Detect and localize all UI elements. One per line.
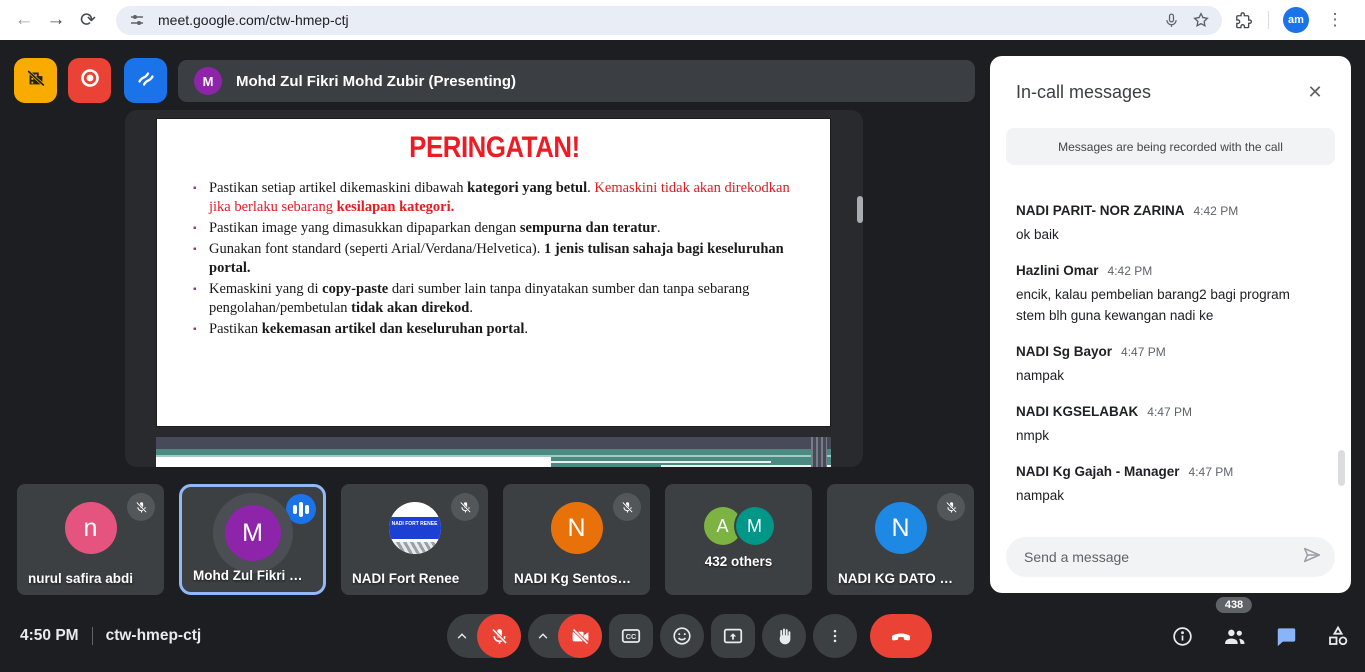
- chat-message-list: [1016, 202, 1316, 523]
- companion-warning-button[interactable]: [14, 58, 57, 103]
- sender-name: NADI KGSELABAK: [1016, 404, 1139, 419]
- next-slide-preview: [156, 437, 831, 467]
- participant-name: NADI Kg Sentos…: [514, 571, 632, 586]
- slide-bullet: [187, 320, 802, 339]
- chat-message-header: [1016, 343, 1316, 361]
- back-icon[interactable]: ←: [14, 9, 34, 30]
- avatar: N: [875, 502, 927, 554]
- svg-text:CC: CC: [625, 632, 637, 642]
- bookmark-star-icon[interactable]: [1190, 9, 1212, 31]
- annotation-button[interactable]: [124, 58, 167, 103]
- mic-off-icon: [451, 493, 479, 521]
- slide-bullet-list: [187, 179, 802, 339]
- camera-control-group: [528, 614, 602, 658]
- chat-message-header: [1016, 262, 1316, 280]
- slide-bullet: [187, 240, 802, 278]
- message-time: 4:47 PM: [1188, 465, 1234, 479]
- slide-text-segment: tidak akan direkod: [351, 300, 470, 316]
- participant-filmstrip: [17, 484, 974, 595]
- extensions-icon[interactable]: [1232, 9, 1254, 31]
- mic-off-icon: [127, 493, 155, 521]
- slide-text-segment: .: [656, 220, 661, 236]
- message-text: ok baik: [1016, 227, 1059, 242]
- message-time: 4:42 PM: [1193, 204, 1239, 218]
- bullet-marker-icon: ▪: [193, 284, 197, 295]
- chat-message-header: [1016, 463, 1316, 481]
- building-off-icon: [25, 67, 47, 94]
- end-call-button[interactable]: [870, 614, 932, 658]
- bullet-marker-icon: ▪: [193, 244, 197, 255]
- profile-avatar[interactable]: am: [1283, 7, 1309, 33]
- clock-text: 4:50 PM: [20, 627, 79, 644]
- more-options-button[interactable]: [813, 614, 857, 658]
- participant-name: nurul safira abdi: [28, 571, 134, 586]
- next-slide-line: [661, 465, 831, 467]
- slide-text-segment: copy-paste: [322, 281, 389, 297]
- captions-button[interactable]: [609, 614, 653, 658]
- chat-message-header: [1016, 403, 1316, 421]
- forward-icon[interactable]: →: [46, 9, 66, 30]
- slide-text-segment: .: [524, 321, 529, 337]
- activities-button[interactable]: [1325, 623, 1351, 649]
- slide-text-segment: kesilapan kategori.: [336, 199, 455, 215]
- logo-band: NADI FORT RENEE: [389, 517, 441, 539]
- participant-tile[interactable]: [503, 484, 650, 595]
- address-bar[interactable]: [116, 6, 1222, 35]
- record-icon: [78, 66, 102, 95]
- slide-bullet: [187, 179, 802, 217]
- reactions-button[interactable]: [660, 614, 704, 658]
- message-text: encik, kalau pembelian barang2 bagi program stem blh guna kewangan nadi ke: [1016, 287, 1290, 323]
- avatar: M: [736, 507, 774, 545]
- message-text: nmpk: [1016, 428, 1050, 443]
- mic-off-button[interactable]: [477, 614, 521, 658]
- recording-notice: Messages are being recorded with the call: [1006, 128, 1335, 165]
- slide-bullet: [187, 280, 802, 318]
- slide-text-segment: Pastikan: [209, 321, 262, 337]
- sender-name: NADI PARIT- NOR ZARINA: [1016, 203, 1185, 218]
- slide-text-segment: dari sumber lain tanpa dinyatakan sumber dan tanpa sebarang pengolahan/pembetulan: [209, 281, 750, 316]
- site-settings-icon[interactable]: [126, 9, 148, 31]
- presentation-stage[interactable]: [125, 110, 863, 467]
- chat-panel-title: In-call messages: [1016, 81, 1152, 102]
- chat-scrollbar[interactable]: [1338, 450, 1345, 486]
- mic-off-icon: [937, 493, 965, 521]
- bullet-marker-icon: ▪: [193, 183, 197, 194]
- mic-control-group: [447, 614, 521, 658]
- presenter-banner[interactable]: [178, 60, 975, 102]
- participants-button[interactable]: [1221, 599, 1247, 649]
- others-count-label: 432 others: [704, 554, 773, 569]
- slide-text-segment: .: [469, 300, 473, 316]
- participant-name: NADI KG DATO …: [838, 571, 954, 586]
- mic-off-icon: [613, 493, 641, 521]
- message-time: 4:47 PM: [1121, 345, 1166, 359]
- avatar: [389, 502, 441, 554]
- chat-message: [1016, 463, 1316, 506]
- close-icon[interactable]: ✕: [1307, 81, 1323, 102]
- slide-text-segment: 1 jenis tulisan sahaja bagi keseluruhan portal.: [209, 241, 784, 276]
- avatar: n: [65, 502, 117, 554]
- slide-text-segment: kategori yang betul: [467, 180, 588, 196]
- participant-name: NADI Fort Renee: [352, 571, 460, 586]
- participant-tile[interactable]: [827, 484, 974, 595]
- slide-text-segment: kekemasan artikel dan keseluruhan portal: [261, 321, 525, 337]
- participant-tile[interactable]: [17, 484, 164, 595]
- slide-text-segment: Kemaskini yang di: [209, 281, 323, 297]
- slide-text-segment: Pastikan setiap artikel dikemaskini dibawah: [209, 180, 468, 196]
- browser-toolbar: [0, 0, 1365, 40]
- participants-count-badge: 438: [1216, 597, 1252, 613]
- meeting-code: ctw-hmep-ctj: [105, 627, 202, 644]
- slide-text-segment: .: [587, 180, 595, 196]
- logo-stripes: [389, 542, 441, 554]
- participant-tile[interactable]: [179, 484, 326, 595]
- avatar: M: [225, 505, 281, 561]
- sender-name: NADI Kg Gajah - Manager: [1016, 464, 1180, 479]
- browser-menu-icon[interactable]: ⋮: [1326, 10, 1344, 29]
- participant-name: Mohd Zul Fikri …: [193, 568, 303, 583]
- refresh-icon[interactable]: ⟳: [80, 9, 96, 31]
- next-slide-header-band: [156, 437, 831, 449]
- mic-permission-icon[interactable]: [1160, 9, 1182, 31]
- chat-message: [1016, 262, 1316, 326]
- participant-tile[interactable]: [341, 484, 488, 595]
- next-slide-bars: [811, 437, 827, 467]
- toolbar-divider: [1268, 11, 1269, 29]
- slide-text-segment: Gunakan font standard (seperti Arial/Verdana/Helvetica).: [209, 241, 544, 257]
- chat-message: [1016, 343, 1316, 386]
- message-time: 4:42 PM: [1107, 264, 1153, 278]
- presenter-avatar: M: [194, 67, 222, 95]
- avatar: N: [551, 502, 603, 554]
- raise-hand-button[interactable]: [762, 614, 806, 658]
- url-text[interactable]: meet.google.com/ctw-hmep-ctj: [158, 12, 349, 28]
- call-control-bar: [0, 600, 1365, 672]
- stage-scrollbar[interactable]: [857, 196, 863, 223]
- sender-name: Hazlini Omar: [1016, 263, 1099, 278]
- chat-message: [1016, 403, 1316, 446]
- send-icon[interactable]: [1301, 544, 1323, 571]
- recording-indicator-button[interactable]: [68, 58, 111, 103]
- sender-name: NADI Sg Bayor: [1016, 344, 1113, 359]
- slide: [156, 118, 831, 427]
- info-divider: [92, 627, 93, 645]
- bullet-marker-icon: ▪: [193, 324, 197, 335]
- slide-text-segment: Pastikan image yang dimasukkan dipaparkan dengan: [209, 220, 520, 236]
- presenter-name: Mohd Zul Fikri Mohd Zubir (Presenting): [236, 72, 516, 90]
- slide-bullet: [187, 219, 802, 238]
- group-avatars: [704, 507, 774, 545]
- slide-text-segment: Kemaskini tidak akan direkodkan jika berlaku sebarang: [209, 180, 790, 215]
- camera-off-button[interactable]: [558, 614, 602, 658]
- camera-options-chevron-icon[interactable]: [528, 629, 558, 643]
- chat-message: [1016, 202, 1316, 245]
- slide-text-segment: sempurna dan teratur: [519, 220, 657, 236]
- in-call-messages-panel: [990, 56, 1351, 593]
- message-text: nampak: [1016, 488, 1065, 503]
- message-text: nampak: [1016, 368, 1065, 383]
- chat-input-row: [1006, 537, 1335, 577]
- meeting-details-button[interactable]: [1169, 623, 1195, 649]
- chat-button[interactable]: [1273, 623, 1299, 649]
- scribble-pen-icon: [134, 66, 158, 95]
- chat-input[interactable]: [1024, 549, 1301, 565]
- present-screen-button[interactable]: [711, 614, 755, 658]
- slide-title: PERINGATAN!: [409, 131, 580, 164]
- speaking-indicator-icon: [286, 494, 316, 524]
- message-time: 4:47 PM: [1147, 405, 1192, 419]
- participant-tile[interactable]: [665, 484, 812, 595]
- next-slide-line: [551, 461, 771, 463]
- bullet-marker-icon: ▪: [193, 223, 197, 234]
- chat-message-header: [1016, 202, 1316, 220]
- avatar: A: [704, 507, 742, 545]
- mic-options-chevron-icon[interactable]: [447, 629, 477, 643]
